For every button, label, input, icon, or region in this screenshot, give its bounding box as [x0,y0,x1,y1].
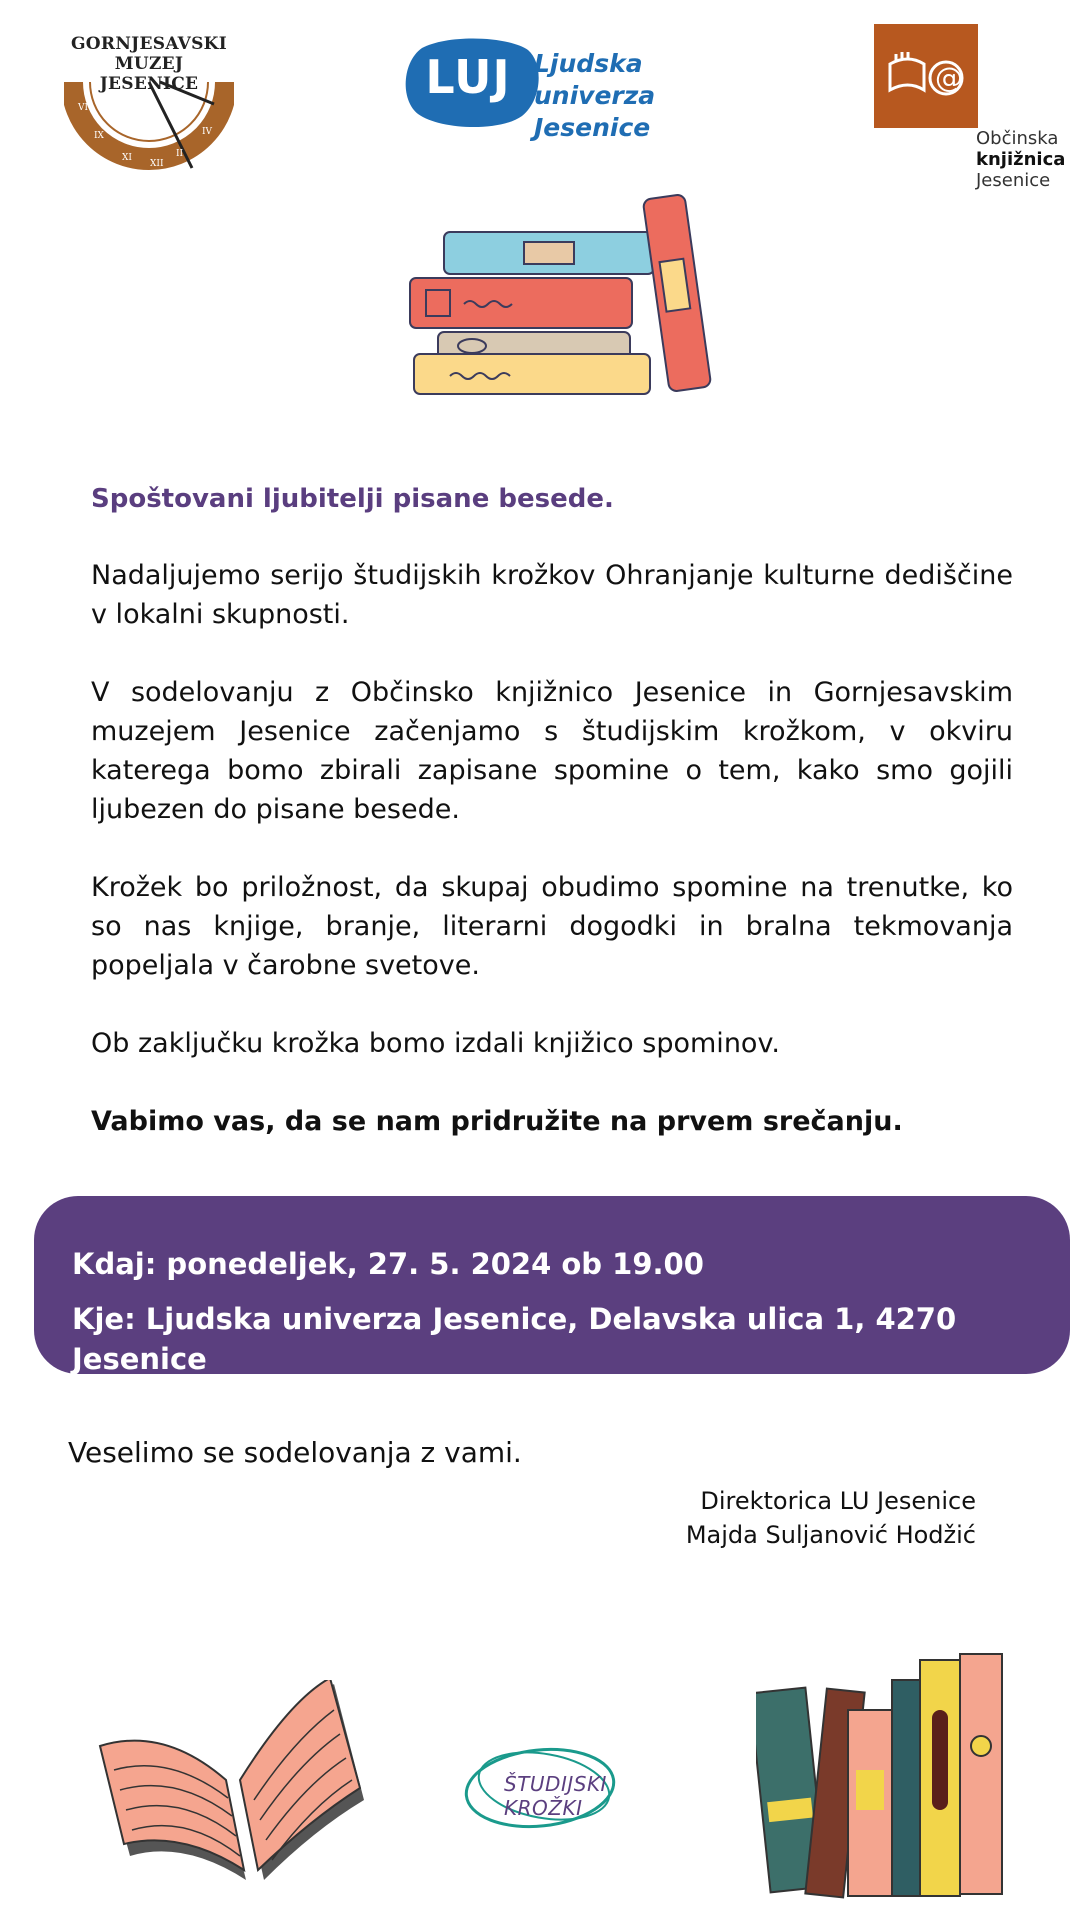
library-logo [874,24,1070,194]
signature-name: Majda Suljanović Hodžić [685,1521,976,1549]
paragraph-1: Nadaljujemo serijo študijskih krožkov Ohranjanje kulturne dediščine v lokalni skupnosti. [91,560,1013,630]
museum-logo-line2: MUZEJ JESENICE [99,54,199,94]
lu-logo-name [534,48,764,144]
svg-text:II: II [176,149,184,159]
svg-text:IX: IX [94,131,104,141]
letter-body [91,480,1013,1180]
paragraph-2: V sodelovanju z Občinsko knjižnico Jesenice in Gornjesavskim muzejem Jesenice začenjamo s študijskim krožkom, v okviru katerega bomo zbirali zapisane spomine o tem, kako smo gojili ljubezen do pisane besede. [91,677,1013,825]
paragraph-3: Krožek bo priložnost, da skupaj obudimo spomine na trenutke, ko so nas knjige, branje, literarni dogodki in bralna tekmovanja popeljala v čarobne svetove. [91,872,1013,981]
signature [640,1484,976,1552]
svg-text:XII: XII [150,159,164,169]
museum-logo-line1: GORNJESAVSKI [70,34,228,54]
greeting: Spoštovani ljubitelji pisane besede. [91,484,614,514]
event-when: Kdaj: ponedeljek, 27. 5. 2024 ob 19.00 [72,1247,704,1281]
studijski-krozki-text: ŠTUDIJSKI KROŽKI [504,1772,607,1820]
bookshelf-icon [756,1650,1016,1900]
lu-logo-name-line1: Ljudska univerza [534,49,656,110]
lu-badge-text: LUJ [425,50,511,104]
signature-title: Direktorica LU Jesenice [700,1487,976,1515]
library-logo-line1: Občinska [976,128,1059,149]
library-logo-text [976,128,1065,191]
svg-text:XI: XI [122,153,132,163]
event-banner [34,1196,1070,1374]
studijski-krozki-logo [460,1736,680,1836]
library-logo-line3: Jesenice [976,170,1051,191]
sundial-icon [64,80,234,176]
book-stack-icon [400,190,740,400]
lu-logo-name-line2: Jesenice [534,113,651,142]
library-logo-line2: knjižnica [976,149,1066,170]
svg-text:VI: VI [78,103,89,113]
lu-jesenice-logo [404,36,764,142]
museum-logo [64,34,234,174]
book-at-icon [874,24,978,128]
svg-text:@: @ [935,61,963,94]
paragraph-4: Ob zaključku krožka bomo izdali knjižico spominov. [91,1028,780,1059]
closing-line: Veselimo se sodelovanja z vami. [68,1436,522,1469]
invitation: Vabimo vas, da se nam pridružite na prvem srečanju. [91,1106,903,1137]
event-where: Kje: Ljudska univerza Jesenice, Delavska ulica 1, 4270 Jesenice [72,1302,957,1376]
svg-text:IV: IV [202,127,213,137]
open-book-icon [94,1680,374,1900]
